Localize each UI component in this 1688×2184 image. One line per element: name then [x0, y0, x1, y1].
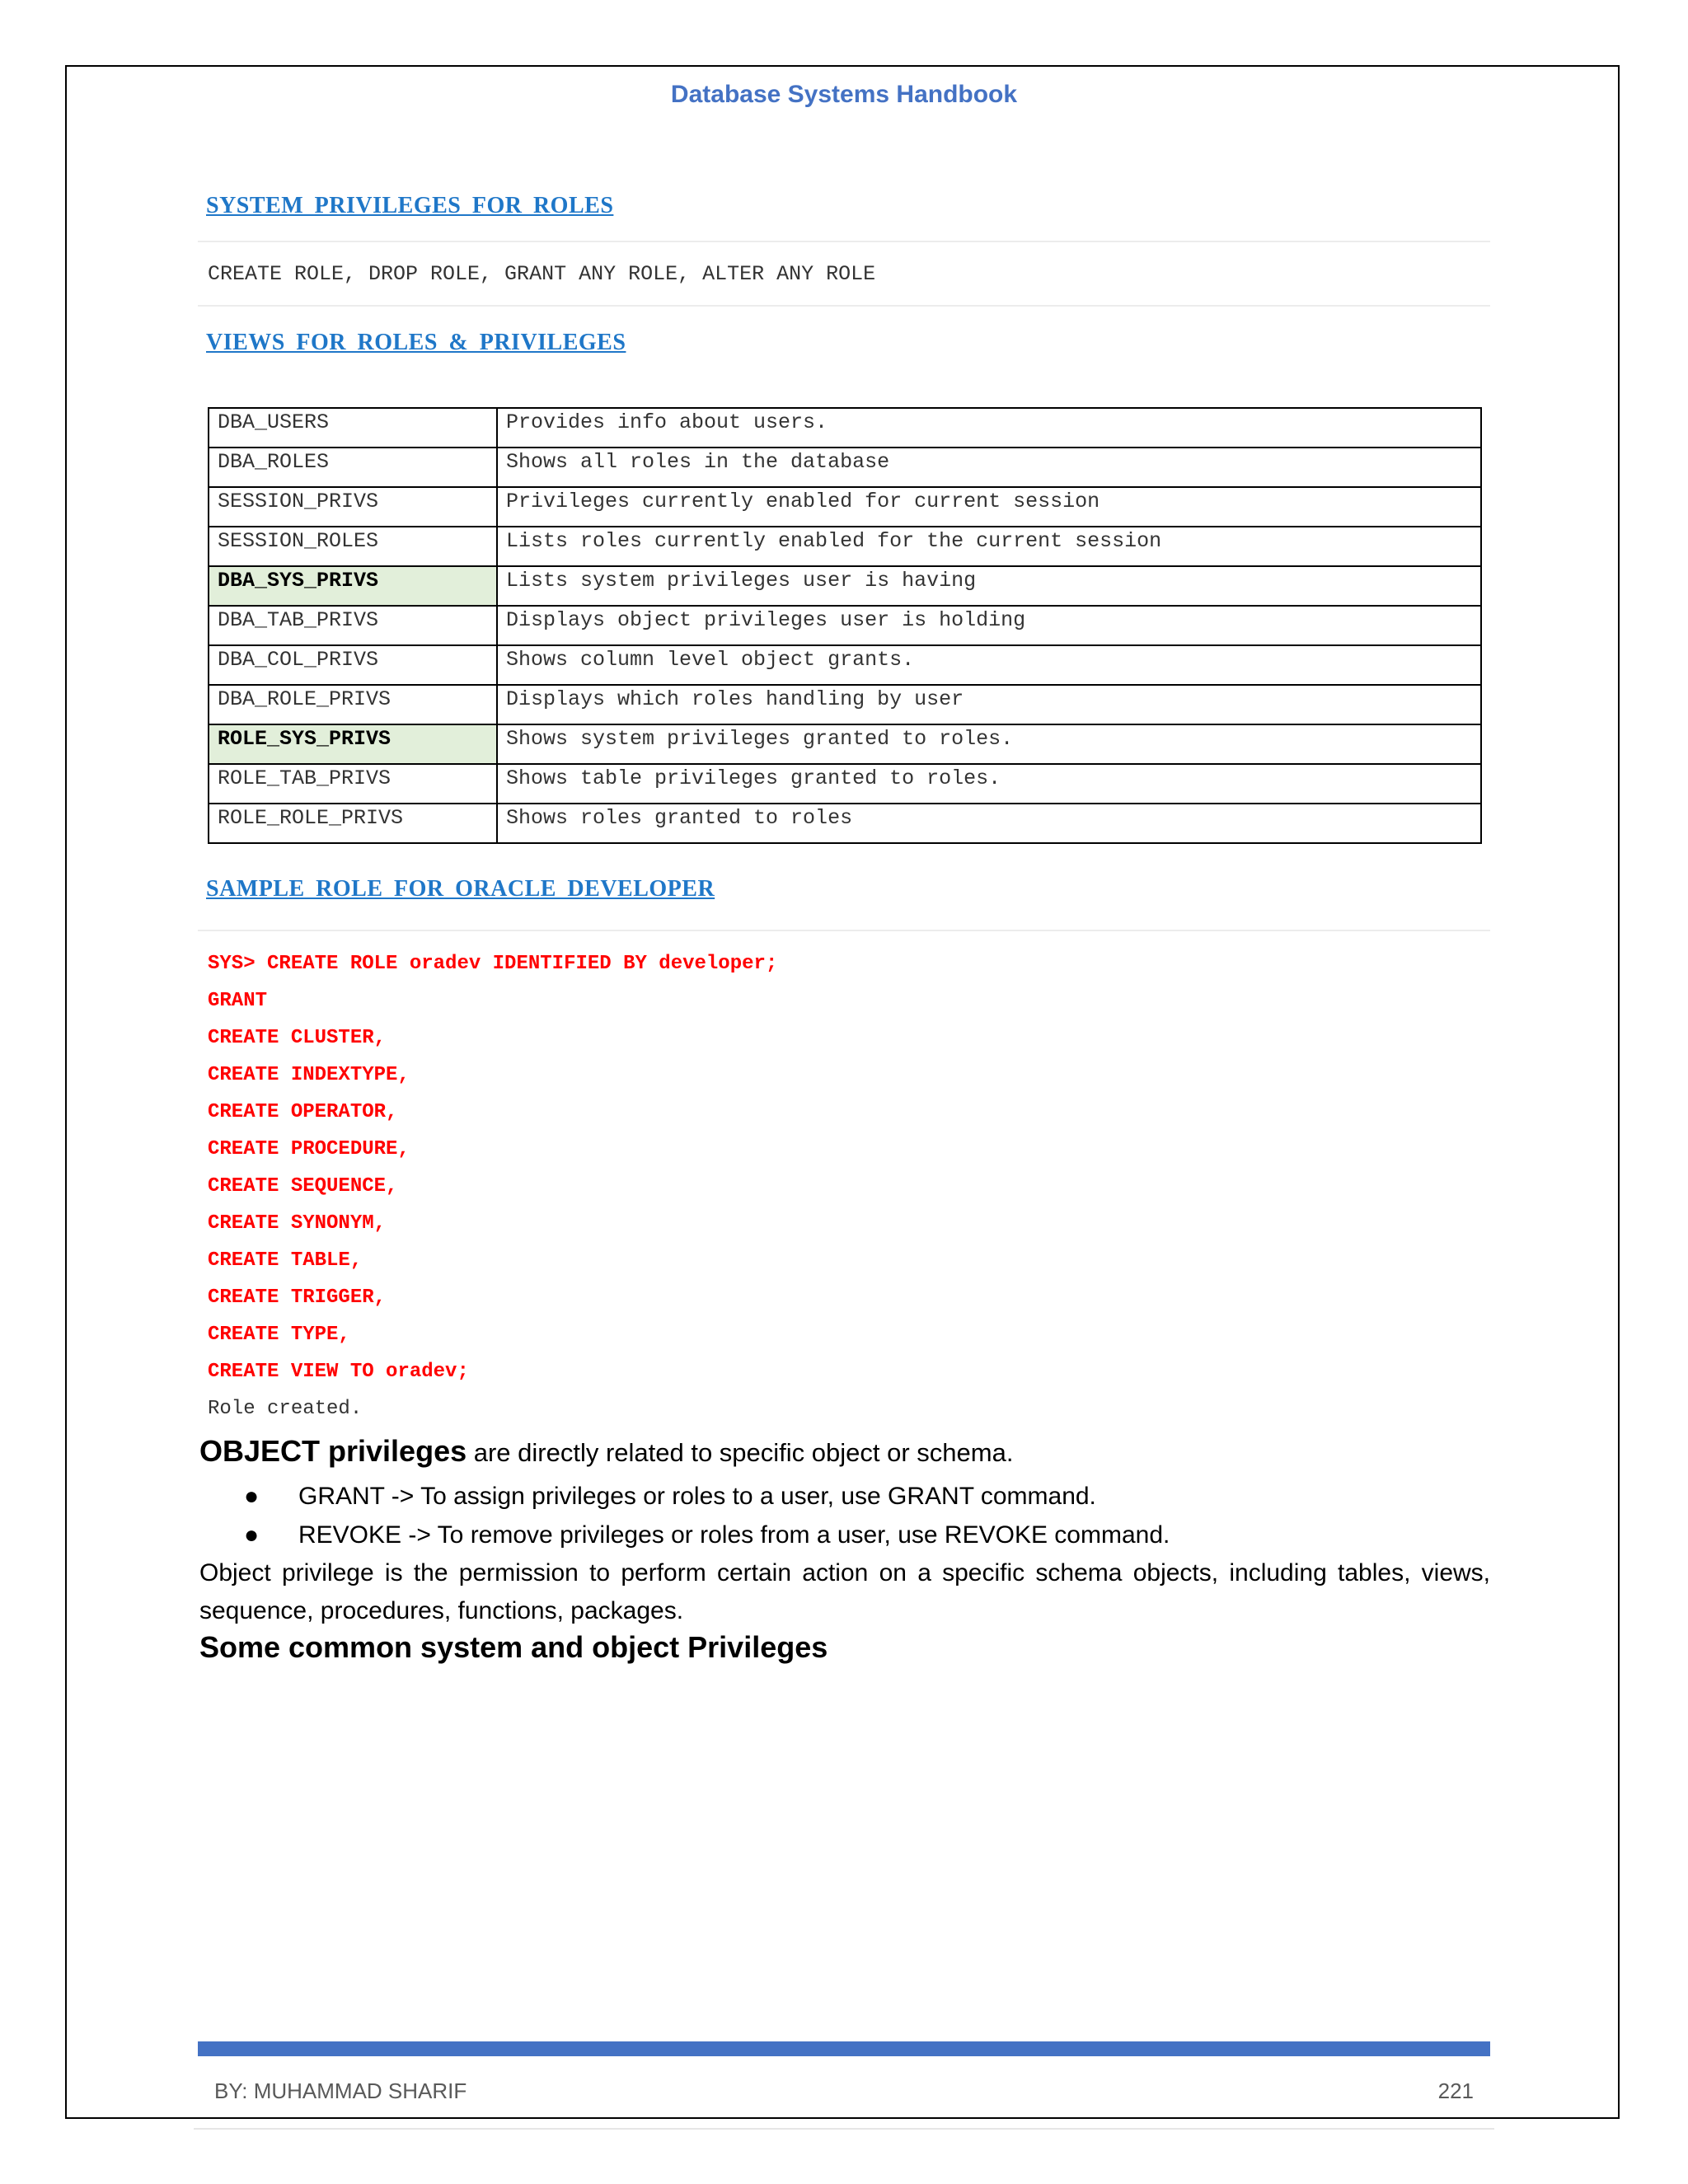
- code-line: CREATE TABLE,: [208, 1249, 363, 1272]
- view-description: Shows table privileges granted to roles.: [497, 764, 1481, 804]
- code-line: CREATE TYPE,: [208, 1324, 350, 1346]
- views-heading: VIEWS FOR ROLES & PRIVILEGES: [206, 330, 626, 355]
- code-line: CREATE OPERATOR,: [208, 1101, 398, 1123]
- view-description: Shows column level object grants.: [497, 645, 1481, 685]
- view-name: ROLE_ROLE_PRIVS: [209, 804, 497, 843]
- view-name: ROLE_TAB_PRIVS: [209, 764, 497, 804]
- footer-author: BY: MUHAMMAD SHARIF: [214, 2079, 467, 2103]
- page-header-title: Database Systems Handbook: [670, 81, 1018, 108]
- bullet-text: REVOKE -> To remove privileges or roles from a user, use REVOKE command.: [298, 1521, 1170, 1549]
- view-description: Lists system privileges user is having: [497, 566, 1481, 606]
- divider: [198, 305, 1490, 307]
- view-name: SESSION_PRIVS: [209, 487, 497, 527]
- view-description: Shows all roles in the database: [497, 448, 1481, 487]
- code-line: CREATE PROCEDURE,: [208, 1138, 410, 1160]
- code-line: SYS> CREATE ROLE oradev IDENTIFIED BY developer;: [208, 953, 778, 975]
- table-row: [209, 724, 1481, 764]
- view-name: DBA_ROLES: [209, 448, 497, 487]
- common-privileges-subheading: Some common system and object Privileges: [199, 1630, 828, 1664]
- code-line: CREATE TRIGGER,: [208, 1286, 387, 1309]
- list-item: [244, 1516, 1170, 1554]
- view-description: Shows system privileges granted to roles.: [497, 724, 1481, 764]
- view-name-highlighted: DBA_SYS_PRIVS: [209, 566, 497, 606]
- footer-divider: [194, 2128, 1494, 2130]
- code-line: CREATE SYNONYM,: [208, 1212, 387, 1235]
- view-description: Shows roles granted to roles: [497, 804, 1481, 843]
- view-name: DBA_USERS: [209, 408, 497, 448]
- code-line: CREATE CLUSTER,: [208, 1027, 387, 1049]
- table-row: [209, 566, 1481, 606]
- table-row: [209, 527, 1481, 566]
- view-description: Privileges currently enabled for current session: [497, 487, 1481, 527]
- object-privileges-intro: [199, 1434, 1013, 1469]
- table-row: [209, 645, 1481, 685]
- bullet-text: GRANT -> To assign privileges or roles to a user, use GRANT command.: [298, 1483, 1096, 1510]
- sql-code-block: [208, 949, 777, 1432]
- table-row: [209, 487, 1481, 527]
- table-row: [209, 448, 1481, 487]
- divider: [198, 930, 1490, 931]
- system-privileges-heading: SYSTEM PRIVILEGES FOR ROLES: [206, 193, 614, 218]
- list-item: [244, 1477, 1170, 1516]
- bullet-icon: ●: [244, 1521, 260, 1549]
- views-table: [208, 407, 1482, 844]
- table-row: [209, 408, 1481, 448]
- view-description: Displays object privileges user is holding: [497, 606, 1481, 645]
- footer-page-number: 221: [1437, 2079, 1474, 2103]
- code-line: CREATE INDEXTYPE,: [208, 1064, 410, 1086]
- view-name: DBA_TAB_PRIVS: [209, 606, 497, 645]
- table-row: [209, 685, 1481, 724]
- footer-bar: [198, 2041, 1490, 2056]
- code-line: CREATE SEQUENCE,: [208, 1175, 398, 1197]
- bullet-icon: ●: [244, 1483, 260, 1510]
- view-description: Lists roles currently enabled for the current session: [497, 527, 1481, 566]
- view-name: SESSION_ROLES: [209, 527, 497, 566]
- code-result-line: Role created.: [208, 1398, 363, 1420]
- object-privileges-term: OBJECT privileges: [199, 1434, 467, 1468]
- table-row: [209, 804, 1481, 843]
- table-row: [209, 764, 1481, 804]
- system-privileges-line: CREATE ROLE, DROP ROLE, GRANT ANY ROLE, ALTER ANY ROLE: [208, 262, 876, 286]
- view-name-highlighted: ROLE_SYS_PRIVS: [209, 724, 497, 764]
- bullet-list: [244, 1477, 1170, 1554]
- code-line: CREATE VIEW TO oradev;: [208, 1361, 469, 1383]
- code-line: GRANT: [208, 990, 268, 1012]
- divider: [198, 241, 1490, 242]
- view-name: DBA_ROLE_PRIVS: [209, 685, 497, 724]
- view-name: DBA_COL_PRIVS: [209, 645, 497, 685]
- object-privileges-text: are directly related to specific object or schema.: [467, 1438, 1014, 1467]
- object-privilege-paragraph: Object privilege is the permission to perform certain action on a specific schema objects, including tables, views, sequence, procedures, functions, packages.: [199, 1559, 1490, 1624]
- table-row: [209, 606, 1481, 645]
- view-description: Provides info about users.: [497, 408, 1481, 448]
- sample-role-heading: SAMPLE ROLE FOR ORACLE DEVELOPER: [206, 876, 715, 902]
- view-description: Displays which roles handling by user: [497, 685, 1481, 724]
